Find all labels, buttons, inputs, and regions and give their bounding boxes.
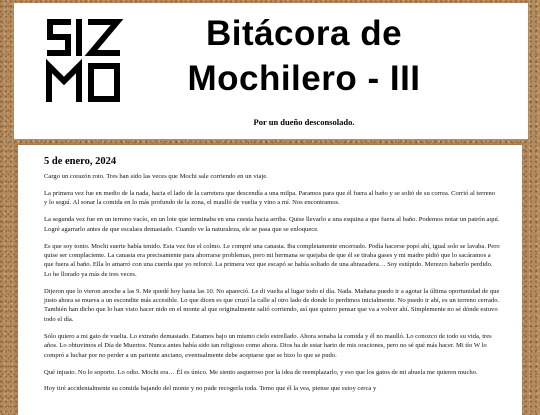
post-paragraph: Cargo un corazón roto. Tres han sido las veces que Mochi sale corriendo en un viaje. (44, 173, 268, 180)
blog-title-line2: Mochilero - III (187, 59, 421, 98)
blog-title (154, 11, 454, 101)
post-paragraph: Sólo quiero a mi gato de vuelta. Lo extraño demasiado. Estamos bajo un mismo cielo estrellado. Ahora sonaba la comida y él no maulló. Lo conozco de todo su vida, tres años. Lo obtuvimos el Día de Muertos. Nunca antes había sido tan religioso como ahora. Dios ha de estar harto de mis oraciones, pero no sé qué más hacer. Mi tío W lo compró a luchar por no perder a un pariente anciano, eventualmente debe aceptarse que se hizo lo que se pudo. (44, 332, 492, 359)
blog-subtitle: Por un dueño desconsolado. (253, 117, 355, 127)
blog-post (18, 145, 522, 415)
blog-logo (44, 17, 124, 105)
post-paragraph: Qué injusto. No lo soporto. Lo odio. Mochi era… Él es único. Me siento asqueroso por la idea de reemplazarlo, y eso que los gatos de mi abuela me quieren mucho. (44, 368, 478, 376)
post-paragraph: La primera vez fue en medio de la nada, hacia el lado de la carretera que descendía a una milpa. Paramos para que él fuera al baño y se soltó de su correa. Corrió al terreno y lo seguí. Al sonar la comida en lo más profundo de la zona, el maulló de vuelta y vino a mí. Nos encontramos. (44, 189, 496, 207)
post-body (44, 172, 500, 401)
blog-title-line1: Bitácora de (205, 14, 403, 53)
blog-header (14, 3, 528, 139)
post-paragraph: Hoy tiré accidentalmente su comida bajando del monte y no pude recogerla toda. Temo que él la vea, piense que estoy cerca y (44, 385, 377, 393)
post-date: 5 de enero, 2024 (44, 156, 117, 167)
sizmo-logo-graphic (44, 17, 124, 105)
post-paragraph: La segunda vez fue en un terreno vacío, en un lote que terminaba en una cuesta hacia arriba. Quise llevarlo a una esquina a que fuera al baño. Podemos notar un patrón aquí. Logré agarrarlo antes de que escalara demasiado. Cuando ve la naturaleza, ele se pasa que se enloquece. (44, 216, 500, 233)
post-paragraph: Dijeron que lo vieron anoche a las 9. Me quedé hoy hasta las 10. No apareció. Le di vuelta al lugar todo el día. Nada. Mañana puedo ir a agotar la última oportunidad de que justo ahora se mueva a un escondite más accesible. Lo que dicen es que cruzó la calle al otro lado de donde lo perdimos inicialmente. No puedo ir ahí, es un terreno cerrado. También han dicho que lo han visto hacer nido en el monte al que originalmente salió corriendo, así que quiero pensar que va a volver ahí. Simplemente no sé dónde estuvo todo el día. (44, 287, 500, 323)
post-paragraph: Es que soy tonto. Mochi suerte había tenido. Esta vez fue el colmo. Le compré una canasta. Iba completamente encerrado. Podía hacerse popó ahí, igual solo se lavaba. Pero quise ser complaciente. La canasta era precisamente para ahorrarse problemas, pero mi hermana se quejaba de que él se tiraba gases y mi madre pidió que lo sacáramos a que fuera al baño. Ella lo amarró con una cuerda que yo reforcé. La primera vez que escapó se había soltado de una abrazadera… Soy estúpido. Merezco haberlo perdido. Lo he llorado ya más de tres veces. (44, 242, 500, 278)
